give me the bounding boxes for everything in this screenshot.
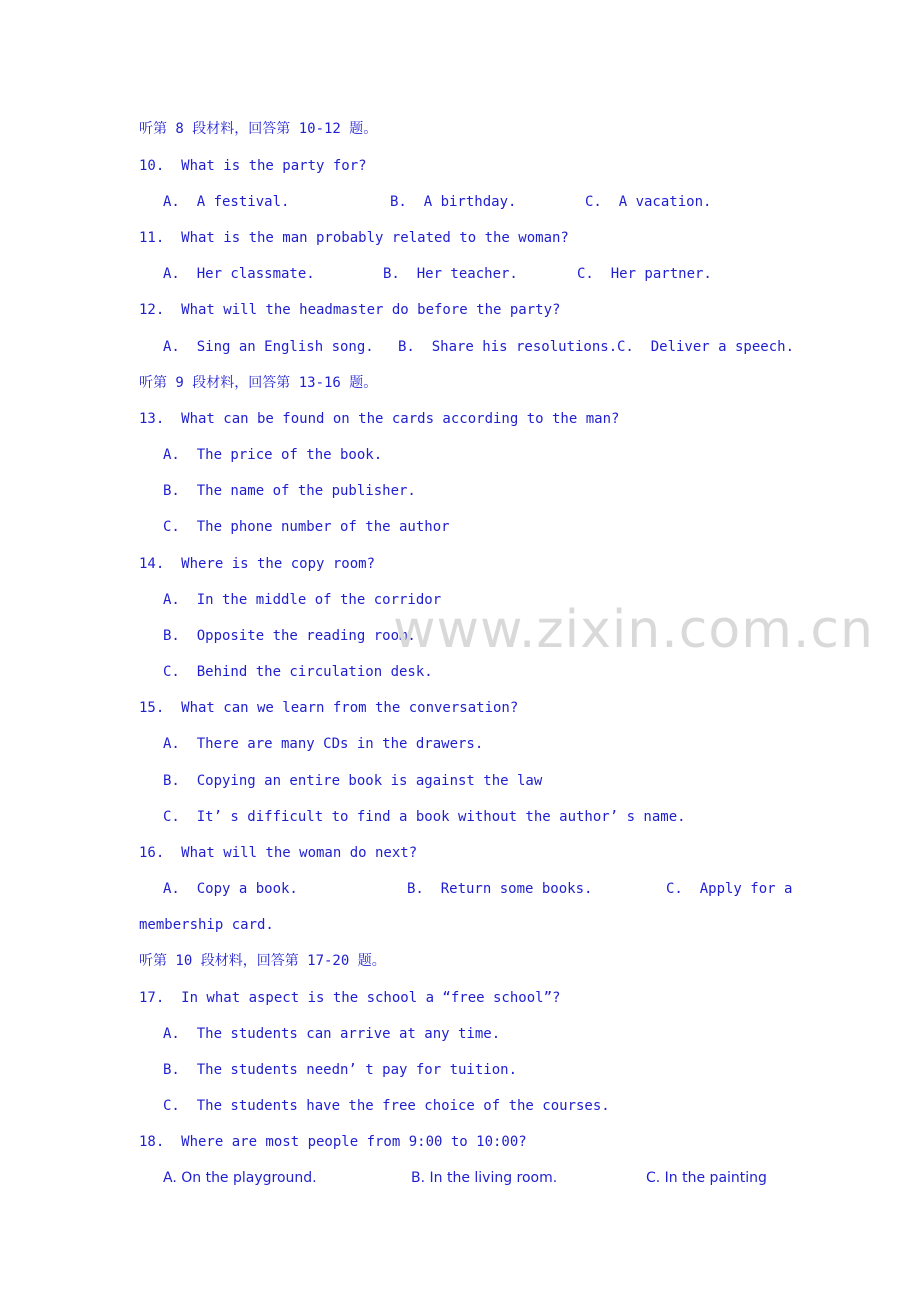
option-14b: B. Opposite the reading room. — [163, 628, 416, 644]
option-13a: A. The price of the book. — [163, 447, 383, 463]
option-18b: B. In the living room. — [411, 1170, 558, 1186]
option-14c: C. Behind the circulation desk. — [163, 664, 433, 680]
option-17c: C. The students have the free choice of the courses. — [163, 1098, 610, 1114]
option-11a: A. Her classmate. — [163, 266, 315, 282]
option-15a: A. There are many CDs in the drawers. — [163, 736, 484, 752]
option-18c: C. In the painting — [646, 1170, 767, 1186]
option-10a: A. A festival. — [163, 194, 290, 210]
question-18: 18. Where are most people from 9:00 to 10:00? — [139, 1134, 527, 1150]
option-16c: C. Apply for a — [666, 881, 793, 897]
option-15b: B. Copying an entire book is against the law — [163, 773, 543, 789]
section-heading-8: 听第 8 段材料，回答第 10-12 题。 — [139, 121, 378, 137]
question-14: 14. Where is the copy room? — [139, 556, 376, 572]
question-12: 12. What will the headmaster do before the party? — [139, 302, 561, 318]
option-17b: B. The students needn’ t pay for tuition. — [163, 1062, 518, 1078]
option-18a: A. On the playground. — [163, 1170, 317, 1186]
question-16: 16. What will the woman do next? — [139, 845, 418, 861]
option-11b: B. Her teacher. — [383, 266, 518, 282]
option-12c: C. Deliver a speech. — [617, 339, 795, 355]
watermark: www.zixin.com.cn — [393, 600, 874, 660]
option-17a: A. The students can arrive at any time. — [163, 1026, 501, 1042]
question-10: 10. What is the party for? — [139, 158, 367, 174]
section-heading-9: 听第 9 段材料，回答第 13-16 题。 — [139, 375, 378, 391]
option-13c: C. The phone number of the author — [163, 519, 450, 535]
option-14a: A. In the middle of the corridor — [163, 592, 442, 608]
option-16b: B. Return some books. — [407, 881, 593, 897]
option-12b: B. Share his resolutions. — [398, 339, 618, 355]
option-15c: C. It’ s difficult to find a book without the author’ s name. — [163, 809, 686, 825]
question-17: 17. In what aspect is the school a “free school”? — [139, 990, 561, 1006]
option-12a: A. Sing an English song. — [163, 339, 374, 355]
question-11: 11. What is the man probably related to the woman? — [139, 230, 569, 246]
option-13b: B. The name of the publisher. — [163, 483, 416, 499]
question-13: 13. What can be found on the cards according to the man? — [139, 411, 620, 427]
option-16c-continued: membership card. — [139, 917, 274, 933]
option-11c: C. Her partner. — [577, 266, 712, 282]
option-16a: A. Copy a book. — [163, 881, 298, 897]
option-10c: C. A vacation. — [585, 194, 712, 210]
section-heading-10: 听第 10 段材料，回答第 17-20 题。 — [139, 953, 386, 969]
option-10b: B. A birthday. — [390, 194, 517, 210]
question-15: 15. What can we learn from the conversation? — [139, 700, 519, 716]
